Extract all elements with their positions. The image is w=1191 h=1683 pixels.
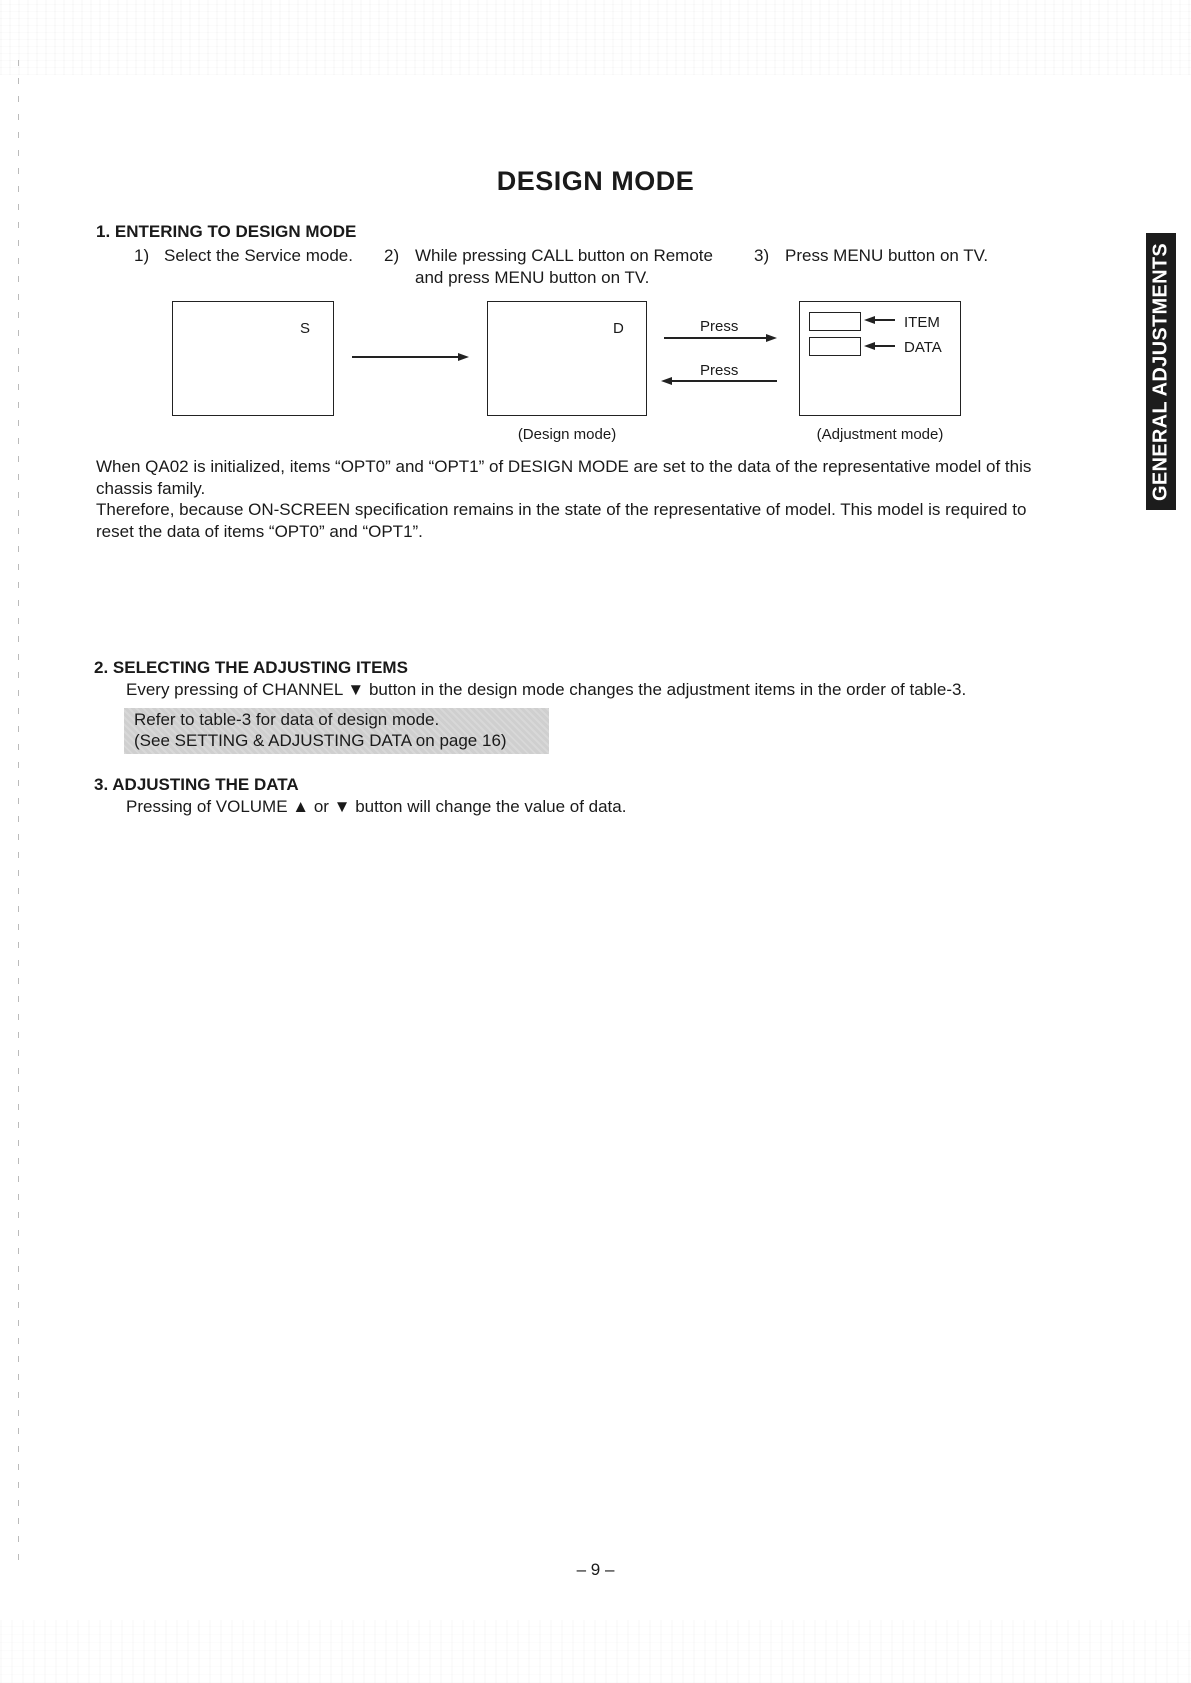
press-forward-label: Press — [700, 318, 739, 335]
step2-text-line1: While pressing CALL button on Remote — [415, 246, 713, 265]
step3-number: 3) — [754, 246, 770, 265]
note-line-1: Refer to table-3 for data of design mode. — [134, 710, 440, 729]
step1-number: 1) — [134, 246, 150, 265]
screen-d-letter: D — [613, 320, 624, 337]
page-number: – 9 – — [576, 1560, 615, 1579]
section3-heading: 3. ADJUSTING THE DATA — [94, 775, 299, 794]
press-back-label: Press — [700, 362, 739, 379]
item-label: ITEM — [904, 314, 940, 331]
design-mode-caption: (Design mode) — [517, 426, 617, 443]
data-field — [809, 337, 861, 356]
section2-heading: 2. SELECTING THE ADJUSTING ITEMS — [94, 658, 408, 677]
section-side-tab — [1146, 233, 1176, 510]
step2-text-line2: and press MENU button on TV. — [415, 268, 650, 287]
section1-heading: 1. ENTERING TO DESIGN MODE — [96, 222, 357, 241]
data-label: DATA — [904, 339, 942, 356]
side-tab-label: GENERAL ADJUSTMENTS — [1149, 242, 1172, 501]
paragraph-line-3: Therefore, because ON-SCREEN specification remains in the state of the representative of model. This model is required to — [96, 500, 1027, 519]
note-line-2: (See SETTING & ADJUSTING DATA on page 16) — [134, 731, 507, 750]
screen-s-letter: S — [300, 320, 311, 337]
design-mode-screen — [487, 301, 647, 416]
data-pointer-line — [874, 345, 895, 347]
step2-number: 2) — [384, 246, 400, 265]
service-mode-screen — [172, 301, 334, 416]
arrow-right-icon — [766, 334, 777, 342]
arrow-to-design-line — [352, 356, 460, 358]
arrow-right-icon — [458, 353, 469, 361]
section3-text: Pressing of VOLUME ▲ or ▼ button will change the value of data. — [126, 797, 627, 816]
paragraph-line-2: chassis family. — [96, 479, 206, 498]
adjustment-mode-caption: (Adjustment mode) — [816, 426, 944, 443]
paragraph-line-1: When QA02 is initialized, items “OPT0” and “OPT1” of DESIGN MODE are set to the data of the representative model of this — [96, 457, 1032, 476]
press-forward-line — [664, 337, 768, 339]
step3-text: Press MENU button on TV. — [785, 246, 989, 265]
item-pointer-line — [874, 319, 895, 321]
item-field — [809, 312, 861, 331]
press-back-line — [671, 380, 777, 382]
scan-noise-bottom — [0, 1620, 1191, 1683]
paragraph-line-4: reset the data of items “OPT0” and “OPT1”. — [96, 522, 423, 541]
scan-edge-left — [18, 60, 19, 1560]
section2-text: Every pressing of CHANNEL ▼ button in the design mode changes the adjustment items in the order of table-3. — [126, 680, 967, 699]
step1-text: Select the Service mode. — [164, 246, 353, 265]
page-title: DESIGN MODE — [496, 166, 695, 196]
scan-noise-top — [0, 0, 1191, 75]
